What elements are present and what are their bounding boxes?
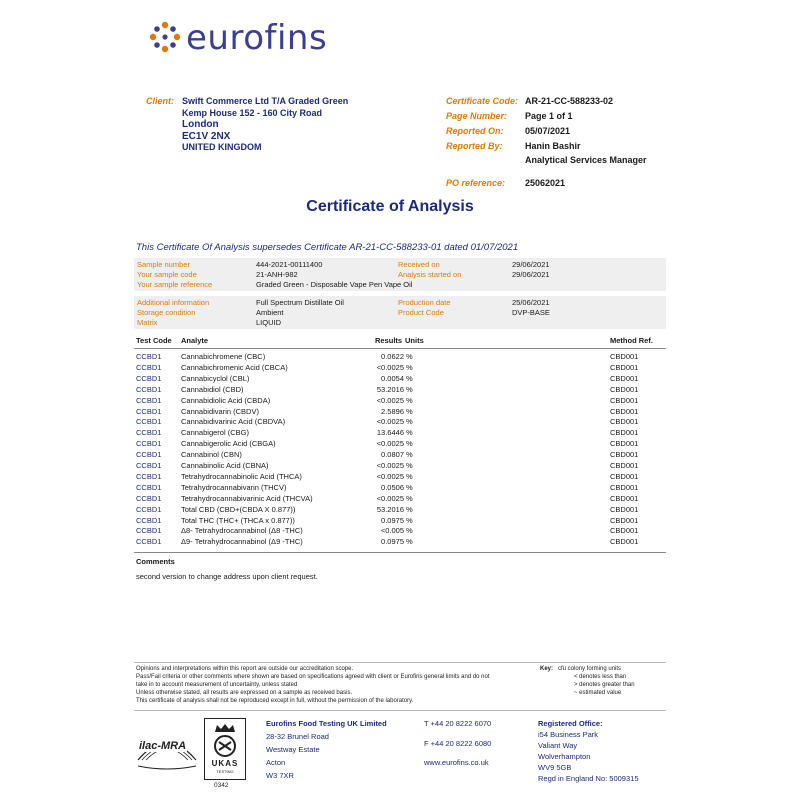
- your-sample-reference-value: Graded Green - Disposable Vape Pen Vape Oil: [256, 280, 413, 289]
- test-code-cell: CCBD1: [136, 461, 162, 470]
- table-row: [134, 516, 666, 527]
- additional-info-box: [134, 296, 666, 329]
- result-cell: <0.0025: [376, 395, 404, 405]
- storage-condition-label: Storage condition: [137, 308, 196, 317]
- company-address-line: 28-32 Brunel Road: [266, 732, 329, 741]
- eurofins-logo-icon: [148, 20, 182, 54]
- received-on-value: 29/06/2021: [512, 260, 550, 269]
- unit-cell: %: [406, 515, 413, 525]
- method-cell: CBD001: [610, 406, 639, 416]
- page-number-value: Page 1 of 1: [525, 111, 573, 121]
- test-code-cell: CCBD1: [136, 537, 162, 547]
- test-code-cell: CCBD1: [136, 395, 162, 405]
- result-cell: 53.2016: [376, 504, 404, 514]
- sample-info-box: [134, 258, 666, 291]
- client-address: [182, 96, 348, 154]
- client-line: Swift Commerce Ltd T/A Graded Green: [182, 96, 349, 106]
- fax-number: F +44 20 8222 6080: [424, 739, 492, 748]
- production-date-value: 25/06/2021: [512, 298, 550, 307]
- client-line: London: [182, 119, 219, 130]
- footer-note: Unless otherwise stated, all results are expressed on a sample as received basis.: [136, 690, 353, 696]
- analyte-cell: Cannabigerol (CBG): [181, 428, 249, 438]
- tick-circle-icon: [211, 734, 239, 758]
- reported-on-value: 05/07/2021: [525, 126, 571, 136]
- client-line: UNITED KINGDOM: [182, 142, 262, 152]
- result-cell: 0.0506: [381, 482, 404, 492]
- additional-info-value: Full Spectrum Distillate Oil: [256, 298, 344, 307]
- analyte-cell: Cannabichromene (CBC): [181, 352, 266, 361]
- client-label: Client:: [146, 96, 174, 106]
- method-cell: CBD001: [610, 373, 639, 383]
- ukas-logo: [204, 718, 246, 780]
- table-row: [134, 526, 666, 537]
- unit-cell: %: [406, 461, 413, 470]
- result-cell: 0.0807: [381, 450, 404, 460]
- unit-cell: %: [406, 384, 413, 394]
- test-code-cell: CCBD1: [136, 417, 162, 427]
- key-line: < denotes less than: [574, 674, 627, 680]
- unit-cell: %: [406, 493, 413, 503]
- method-cell: CBD001: [610, 417, 639, 427]
- table-row: [134, 385, 666, 396]
- result-cell: <0.0025: [376, 493, 404, 503]
- analyte-cell: Total CBD (CBD+(CBDA X 0.877)): [181, 504, 296, 514]
- analysis-started-label: Analysis started on: [398, 270, 462, 279]
- result-cell: 13.6446: [376, 428, 404, 438]
- method-cell: CBD001: [610, 352, 639, 361]
- ukas-testing-text: TESTING: [216, 769, 234, 774]
- result-cell: <0.0025: [376, 362, 404, 372]
- analyte-cell: Total THC (THC+ (THCA x 0.877)): [181, 515, 295, 525]
- your-sample-code-value: 21-ANH-982: [256, 270, 298, 279]
- unit-cell: %: [406, 537, 413, 547]
- ilac-mra-logo: [134, 722, 200, 774]
- method-cell: CBD001: [610, 526, 639, 536]
- unit-cell: %: [406, 406, 413, 416]
- unit-cell: %: [406, 352, 413, 361]
- cert-code-label: Certificate Code:: [446, 96, 519, 106]
- test-code-cell: CCBD1: [136, 515, 162, 525]
- unit-cell: %: [406, 482, 413, 492]
- unit-cell: %: [406, 526, 413, 536]
- analyte-cell: Cannabichromenic Acid (CBCA): [181, 362, 288, 372]
- website-link[interactable]: www.eurofins.co.uk: [424, 758, 489, 767]
- unit-cell: %: [406, 373, 413, 383]
- storage-condition-value: Ambient: [256, 308, 284, 317]
- unit-cell: %: [406, 504, 413, 514]
- unit-cell: %: [406, 417, 413, 427]
- comments-text: second version to change address upon client request.: [136, 572, 318, 581]
- test-code-cell: CCBD1: [136, 439, 162, 449]
- analyte-cell: Cannabidiolic Acid (CBDA): [181, 395, 271, 405]
- sample-number-value: 444-2021-00111400: [256, 260, 323, 269]
- eurofins-logo-text: eurofins: [186, 18, 328, 58]
- company-address-line: Acton: [266, 758, 286, 767]
- unit-cell: %: [406, 362, 413, 372]
- supersedes-note: This Certificate Of Analysis supersedes Certificate AR-21-CC-588233-01 dated 01/07/2021: [136, 242, 519, 253]
- ilac-mra-text: ilac-MRA: [139, 740, 187, 752]
- matrix-value: LIQUID: [256, 318, 282, 327]
- registered-office-label: Registered Office:: [538, 719, 603, 728]
- footer-divider: [134, 662, 666, 663]
- unit-cell: %: [406, 395, 413, 405]
- table-row: [134, 439, 666, 450]
- unit-cell: %: [406, 471, 413, 481]
- table-row: [134, 407, 666, 418]
- method-cell: CBD001: [610, 482, 639, 492]
- table-row: [134, 450, 666, 461]
- method-cell: CBD001: [610, 428, 639, 438]
- method-cell: CBD001: [610, 493, 639, 503]
- sample-number-label: Sample number: [137, 260, 190, 269]
- comments-label: Comments: [136, 557, 175, 566]
- analyte-cell: Cannabinol (CBN): [181, 450, 242, 460]
- analysis-started-value: 29/06/2021: [512, 270, 550, 279]
- header-method: Method Ref.: [610, 336, 653, 345]
- method-cell: CBD001: [610, 461, 639, 470]
- page-title: Certificate of Analysis: [306, 198, 474, 215]
- table-row: [134, 537, 666, 548]
- table-bottom-divider: [134, 552, 666, 553]
- table-row: [134, 505, 666, 516]
- key-line: ~ estimated value: [574, 690, 622, 696]
- table-row: [134, 396, 666, 407]
- unit-cell: %: [406, 450, 413, 460]
- key-label: Key:: [540, 666, 554, 672]
- po-reference-value: 25062021: [525, 178, 566, 188]
- table-row: [134, 428, 666, 439]
- analyte-cell: Δ8- Tetrahydrocannabinol (Δ8 -THC): [181, 526, 303, 536]
- ukas-text: UKAS: [211, 759, 239, 768]
- table-row: [134, 374, 666, 385]
- footer-note: Pass/Fail criteria or other comments where shown are based on specifications agreed with client or Eurofins general limits and do not: [136, 674, 490, 680]
- header-divider: [134, 348, 666, 349]
- registered-office-line: WV9 5GB: [538, 763, 572, 772]
- reported-by-label: Reported By:: [446, 141, 503, 151]
- company-address-line: Westway Estate: [266, 745, 320, 754]
- method-cell: CBD001: [610, 537, 639, 547]
- method-cell: CBD001: [610, 384, 639, 394]
- header-analyte: Analyte: [181, 336, 209, 345]
- table-row: [134, 483, 666, 494]
- method-cell: CBD001: [610, 515, 639, 525]
- table-row: [134, 494, 666, 505]
- result-cell: <0.0025: [376, 417, 404, 427]
- result-cell: 0.0975: [381, 515, 404, 525]
- test-code-cell: CCBD1: [136, 471, 162, 481]
- product-code-label: Product Code: [398, 308, 444, 317]
- test-code-cell: CCBD1: [136, 526, 162, 536]
- footer-divider-2: [134, 710, 666, 711]
- header-units: Units: [405, 336, 424, 345]
- client-line: EC1V 2NX: [182, 130, 231, 142]
- your-sample-code-label: Your sample code: [137, 270, 197, 279]
- footer-note: This certificate of analysis shall not be reproduced except in full, without the permission of the laboratory.: [136, 698, 414, 704]
- footer-note: Opinions and interpretations within this report are outside our accreditation scope.: [136, 666, 354, 672]
- company-name: Eurofins Food Testing UK Limited: [266, 719, 387, 728]
- table-row: [134, 472, 666, 483]
- unit-cell: %: [406, 428, 413, 438]
- result-cell: 0.0054: [381, 373, 404, 383]
- test-code-cell: CCBD1: [136, 406, 162, 416]
- table-row: [134, 417, 666, 428]
- analyte-cell: Cannabigerolic Acid (CBGA): [181, 439, 276, 449]
- result-cell: <0.005: [380, 526, 404, 536]
- analyte-cell: Tetrahydrocannabivarinic Acid (THCVA): [181, 493, 313, 503]
- test-code-cell: CCBD1: [136, 450, 162, 460]
- result-cell: <0.0025: [376, 461, 404, 470]
- result-cell: 0.0975: [381, 537, 404, 547]
- test-code-cell: CCBD1: [136, 428, 162, 438]
- production-date-label: Production date: [398, 298, 451, 307]
- received-on-label: Received on: [398, 260, 440, 269]
- result-cell: 2.5896: [381, 406, 404, 416]
- additional-info-label: Additional information: [137, 298, 210, 307]
- method-cell: CBD001: [610, 450, 639, 460]
- analyte-cell: Cannabicyclol (CBL): [181, 373, 250, 383]
- analyte-cell: Tetrahydrocannabinolic Acid (THCA): [181, 471, 302, 481]
- matrix-label: Matrix: [137, 318, 158, 327]
- company-address-line: W3 7XR: [266, 771, 294, 780]
- unit-cell: %: [406, 439, 413, 449]
- reported-on-label: Reported On:: [446, 126, 504, 136]
- your-sample-reference-label: Your sample reference: [137, 280, 213, 289]
- results-table-header: [134, 334, 666, 348]
- result-cell: <0.0025: [376, 439, 404, 449]
- test-code-cell: CCBD1: [136, 504, 162, 514]
- reported-by-title: Analytical Services Manager: [525, 155, 647, 165]
- test-code-cell: CCBD1: [136, 362, 162, 372]
- test-code-cell: CCBD1: [136, 373, 162, 383]
- analyte-cell: Cannabidivarinic Acid (CBDVA): [181, 417, 286, 427]
- test-code-cell: CCBD1: [136, 482, 162, 492]
- result-cell: <0.0025: [376, 471, 404, 481]
- ukas-number: 0342: [214, 782, 229, 789]
- crown-icon: [213, 723, 237, 733]
- table-row: [134, 461, 666, 472]
- po-reference-label: PO reference:: [446, 178, 506, 188]
- registered-office-line: Regd in England No: 5009315: [538, 774, 639, 783]
- test-code-cell: CCBD1: [136, 493, 162, 503]
- method-cell: CBD001: [610, 504, 639, 514]
- method-cell: CBD001: [610, 471, 639, 481]
- client-line: Kemp House 152 - 160 City Road: [182, 107, 323, 118]
- method-cell: CBD001: [610, 439, 639, 449]
- analyte-cell: Δ9- Tetrahydrocannabinol (Δ9 -THC): [181, 537, 303, 547]
- analyte-cell: Cannabinolic Acid (CBNA): [181, 461, 269, 470]
- analyte-cell: Tetrahydrocannabivarin (THCV): [181, 482, 287, 492]
- footer-note: take in to account measurement of uncertainty, unless stated: [136, 682, 298, 688]
- method-cell: CBD001: [610, 395, 639, 405]
- test-code-cell: CCBD1: [136, 384, 162, 394]
- cert-code-value: AR-21-CC-588233-02: [525, 96, 614, 106]
- result-cell: 0.0622: [381, 352, 404, 361]
- reported-by-name: Hanin Bashir: [525, 141, 581, 151]
- phone-number: T +44 20 8222 6070: [424, 719, 492, 728]
- product-code-value: DVP-BASE: [512, 308, 550, 317]
- table-row: [134, 352, 666, 363]
- analyte-cell: Cannabidiol (CBD): [181, 384, 244, 394]
- key-line: > denotes greater than: [574, 682, 635, 688]
- test-code-cell: CCBD1: [136, 352, 162, 361]
- registered-office-line: Valiant Way: [538, 741, 578, 750]
- table-row: [134, 363, 666, 374]
- analyte-cell: Cannabidivarin (CBDV): [181, 406, 259, 416]
- registered-office-line: i54 Business Park: [538, 730, 599, 739]
- registered-office-line: Wolverhampton: [538, 752, 591, 761]
- result-cell: 53.2016: [376, 384, 404, 394]
- header-test-code: Test Code: [136, 336, 172, 345]
- page-number-label: Page Number:: [446, 111, 508, 121]
- key-line: cfu colony forming units: [558, 666, 622, 672]
- method-cell: CBD001: [610, 362, 639, 372]
- header-results: Results: [375, 336, 403, 345]
